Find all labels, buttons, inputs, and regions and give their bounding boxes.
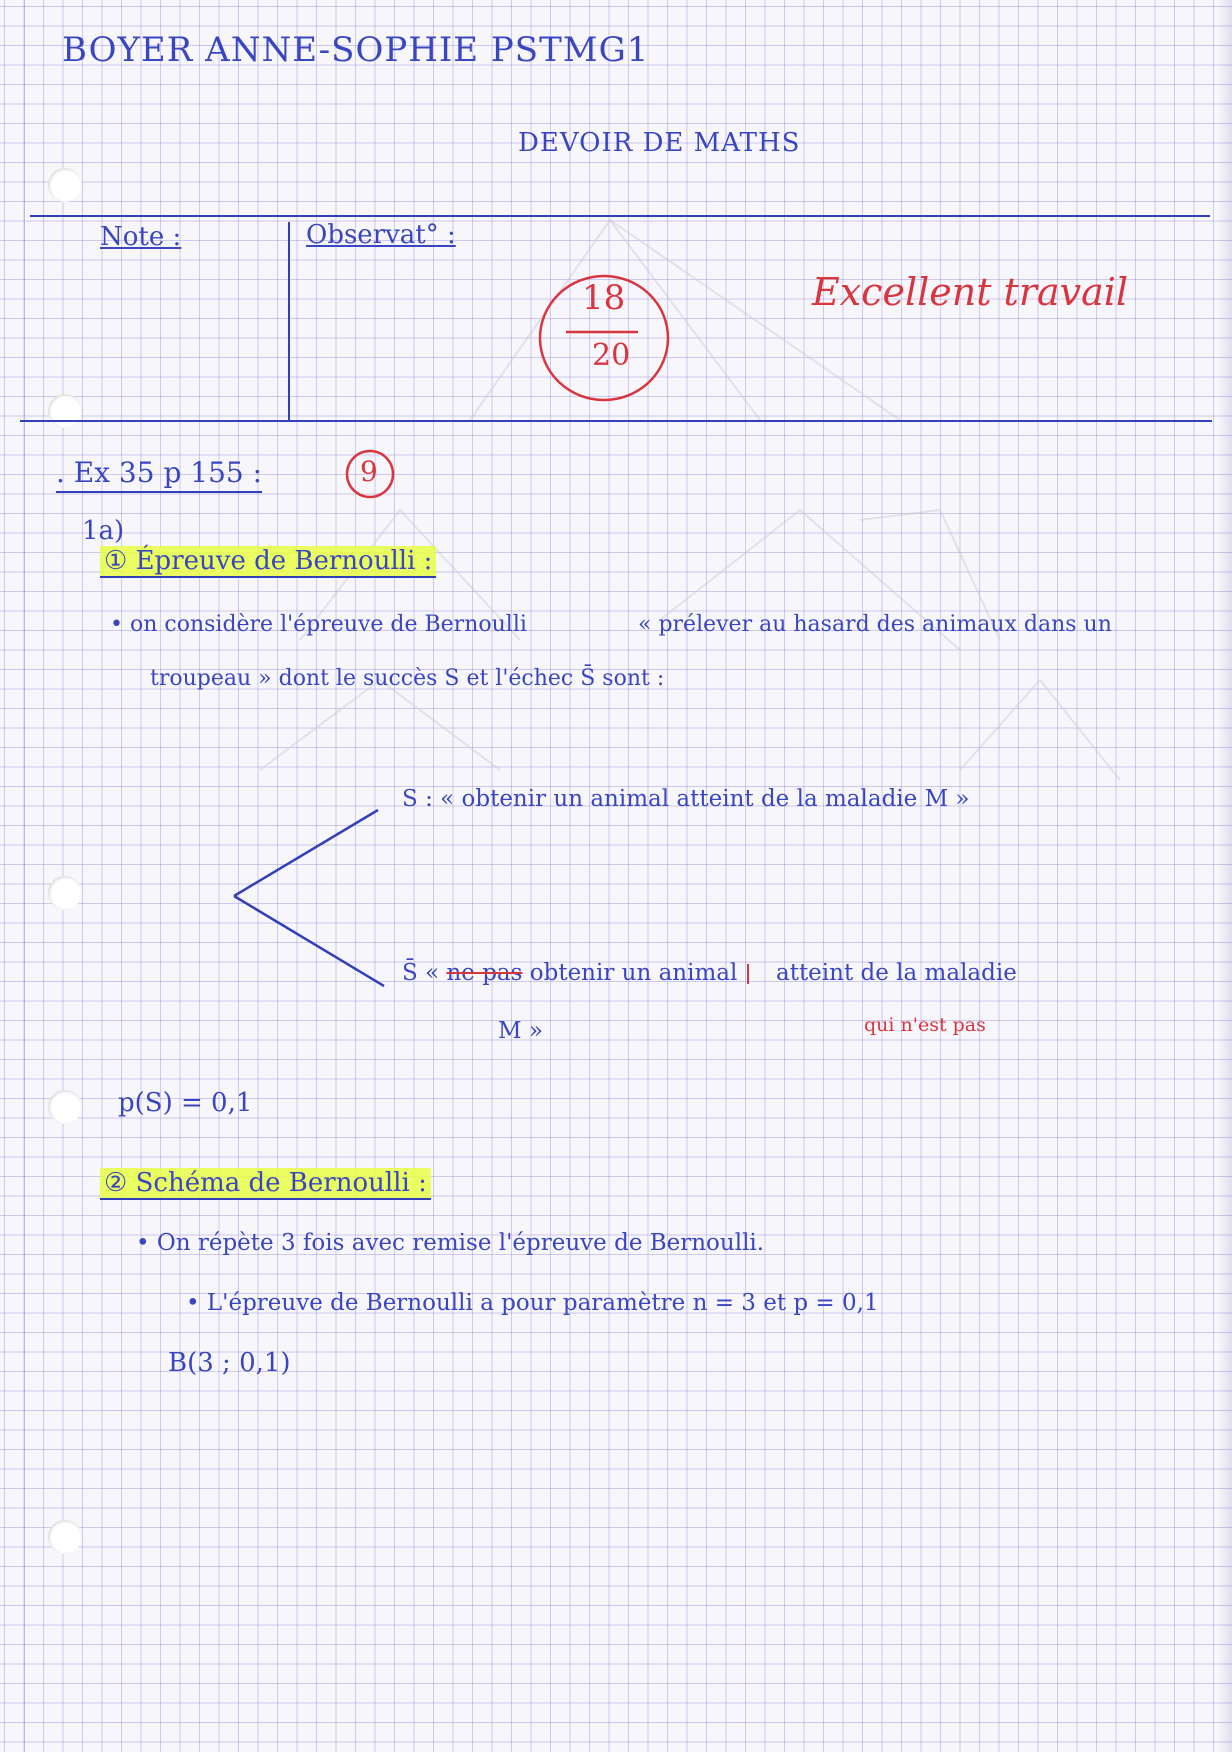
failure-outcome [402, 960, 1017, 986]
observation-label: Observat° : [306, 220, 456, 250]
failure-prefix: S̄ « [402, 960, 440, 986]
section2-line2: • L'épreuve de Bernoulli a pour paramètre n = 3 et p = 0,1 [186, 1290, 879, 1316]
exercise-part: 1a) [82, 516, 125, 546]
assignment-title: DEVOIR DE MATHS [518, 128, 801, 158]
exercise-label: . Ex 35 p 155 : [56, 456, 262, 493]
failure-outcome-end: M » [498, 1018, 543, 1044]
grading-box-top-rule [30, 215, 1210, 217]
score-denominator: 20 [592, 338, 631, 373]
failure-struck-text: ne pas [446, 960, 523, 986]
exercise-score: 9 [360, 455, 378, 488]
section1-line1-b: « prélever au hasard des animaux dans un [638, 612, 1112, 637]
section1-heading-text: ① Épreuve de Bernoulli : [100, 546, 436, 576]
section1-line2: troupeau » dont le succès S et l'échec S̄ sont : [150, 666, 665, 691]
note-label: Note : [100, 222, 182, 252]
failure-text: obtenir un animal [529, 960, 738, 986]
student-name: BOYER ANNE-SOPHIE PSTMG1 [62, 30, 650, 70]
failure-text-2: atteint de la maladie [775, 960, 1017, 986]
success-outcome: S : « obtenir un animal atteint de la maladie M » [402, 786, 970, 812]
section1-line1-a: • on considère l'épreuve de Bernoulli [110, 612, 527, 637]
correction-caret [747, 964, 767, 984]
probability-tree-branches [226, 800, 396, 1000]
section2-heading [100, 1168, 431, 1200]
probability-of-success: p(S) = 0,1 [118, 1088, 253, 1118]
section1-heading [100, 546, 436, 578]
teacher-correction: qui n'est pas [864, 1014, 986, 1036]
score-numerator: 18 [582, 278, 626, 318]
teacher-comment: Excellent travail [812, 270, 1129, 314]
section2-line1: • On répète 3 fois avec remise l'épreuve de Bernoulli. [136, 1230, 765, 1256]
grading-box-bottom-rule [20, 420, 1212, 422]
binomial-law: B(3 ; 0,1) [168, 1348, 291, 1378]
grading-box-divider [288, 222, 290, 420]
section2-heading-text: ② Schéma de Bernoulli : [100, 1168, 431, 1198]
